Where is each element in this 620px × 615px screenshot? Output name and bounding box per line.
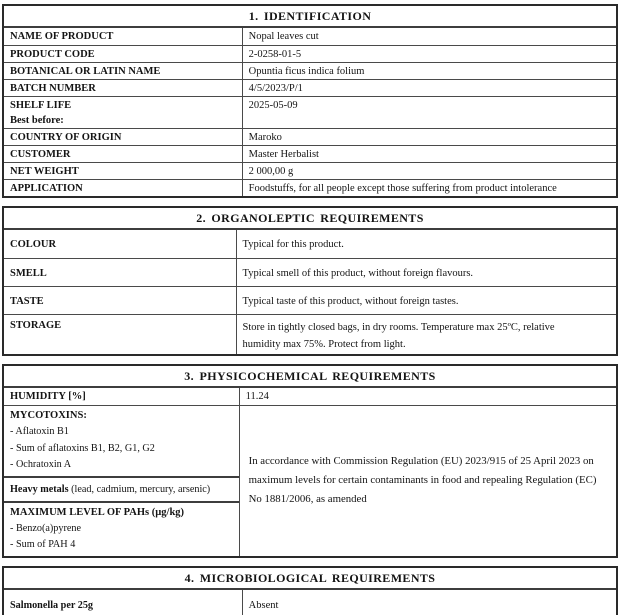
contaminants-parameter-column [4, 406, 240, 556]
row-value: Typical smell of this product, without foreign flavours. [242, 267, 474, 279]
pahs-block [4, 501, 239, 556]
row-value: Opuntia ficus indica folium [248, 66, 365, 77]
row-value: 4/5/2023/P/1 [248, 83, 303, 94]
heavy-metals-text [10, 484, 210, 495]
table-row [4, 258, 616, 286]
table-row [4, 230, 616, 258]
row-value: Typical for this product. [242, 239, 344, 250]
pahs-item: - Benzo(a)pyrene [10, 522, 81, 534]
physicochemical-rows [4, 388, 616, 405]
section-title-identification: 1. IDENTIFICATION [4, 6, 616, 28]
table-row [4, 314, 616, 354]
row-value: Store in tightly closed bags, in dry rooms. Temperature max 25ºC, relative humidity max 75%. Protect from light. [242, 322, 555, 350]
row-value: Master Herbalist [248, 149, 319, 160]
table-row [4, 145, 616, 162]
table-row [4, 590, 616, 615]
row-label: BOTANICAL OR LATIN NAME [4, 63, 243, 79]
row-label: NET WEIGHT [4, 163, 243, 179]
organoleptic-rows [4, 230, 616, 354]
row-label: BATCH NUMBER [4, 80, 243, 96]
microbiological-rows [4, 590, 616, 615]
section-title-physicochemical: 3. PHYSICOCHEMICAL REQUIREMENTS [4, 366, 616, 388]
table-row [4, 286, 616, 314]
row-label: CUSTOMER [4, 146, 243, 162]
section-organoleptic [2, 206, 618, 356]
heavy-metals-detail: (lead, cadmium, mercury, arsenic) [68, 483, 211, 495]
table-row [4, 79, 616, 96]
row-value: Foodstuffs, for all people except those suffering from product intolerance [248, 183, 557, 194]
row-value: 2025-05-09 [248, 100, 298, 111]
table-row [4, 128, 616, 145]
table-row [4, 28, 616, 45]
row-label-line2: Best before: [10, 115, 64, 126]
row-label: PRODUCT CODE [4, 46, 243, 62]
row-label: NAME OF PRODUCT [4, 28, 243, 45]
section-microbiological [2, 566, 618, 615]
row-label: SMELL [4, 259, 237, 286]
heavy-metals-block [4, 476, 239, 501]
identification-rows [4, 28, 616, 196]
section-physicochemical [2, 364, 618, 558]
table-row [4, 62, 616, 79]
mycotoxins-block [4, 406, 239, 476]
mycotoxins-heading: MYCOTOXINS: [10, 410, 87, 421]
row-value: 2-0258-01-5 [248, 49, 302, 60]
contaminants-body [4, 405, 616, 556]
row-value: 2 000,00 g [248, 166, 294, 177]
row-label-line1: SHELF LIFE [10, 100, 72, 111]
table-row [4, 96, 616, 128]
row-value: Maroko [248, 132, 282, 143]
row-value: Absent [248, 599, 279, 611]
row-value: 11.24 [245, 391, 269, 402]
mycotoxin-item: - Aflatoxin B1 [10, 426, 69, 437]
mycotoxin-item: - Sum of aflatoxins B1, B2, G1, G2 [10, 442, 155, 454]
row-label: Salmonella per 25g [4, 590, 243, 615]
row-value: Typical taste of this product, without foreign tastes. [242, 295, 459, 307]
section-title-organoleptic: 2. ORGANOLEPTIC REQUIREMENTS [4, 208, 616, 230]
mycotoxin-item: - Ochratoxin A [10, 459, 72, 470]
regulation-note [240, 406, 616, 556]
row-label: TASTE [4, 287, 237, 314]
table-row [4, 179, 616, 196]
table-row [4, 162, 616, 179]
row-label [4, 97, 243, 128]
pahs-item: - Sum of PAH 4 [10, 539, 76, 550]
row-label: COLOUR [4, 230, 237, 258]
table-row [4, 45, 616, 62]
regulation-text: In accordance with Commission Regulation (EU) 2023/915 of 25 April 2023 on maximum levels for certain contaminants in food and repealing Regulation (EC) No 1881/2006, as amended [248, 455, 597, 506]
row-label: HUMIDITY [%] [4, 388, 240, 405]
pahs-heading: MAXIMUM LEVEL OF PAHs (µg/kg) [10, 506, 185, 518]
row-label: APPLICATION [4, 180, 243, 196]
humidity-row [4, 388, 616, 405]
row-label: STORAGE [4, 315, 237, 354]
row-label: COUNTRY OF ORIGIN [4, 129, 243, 145]
section-identification [2, 4, 618, 198]
row-value: Nopal leaves cut [248, 31, 319, 42]
heavy-metals-label: Heavy metals [10, 483, 69, 495]
section-title-microbiological: 4. MICROBIOLOGICAL REQUIREMENTS [4, 568, 616, 590]
